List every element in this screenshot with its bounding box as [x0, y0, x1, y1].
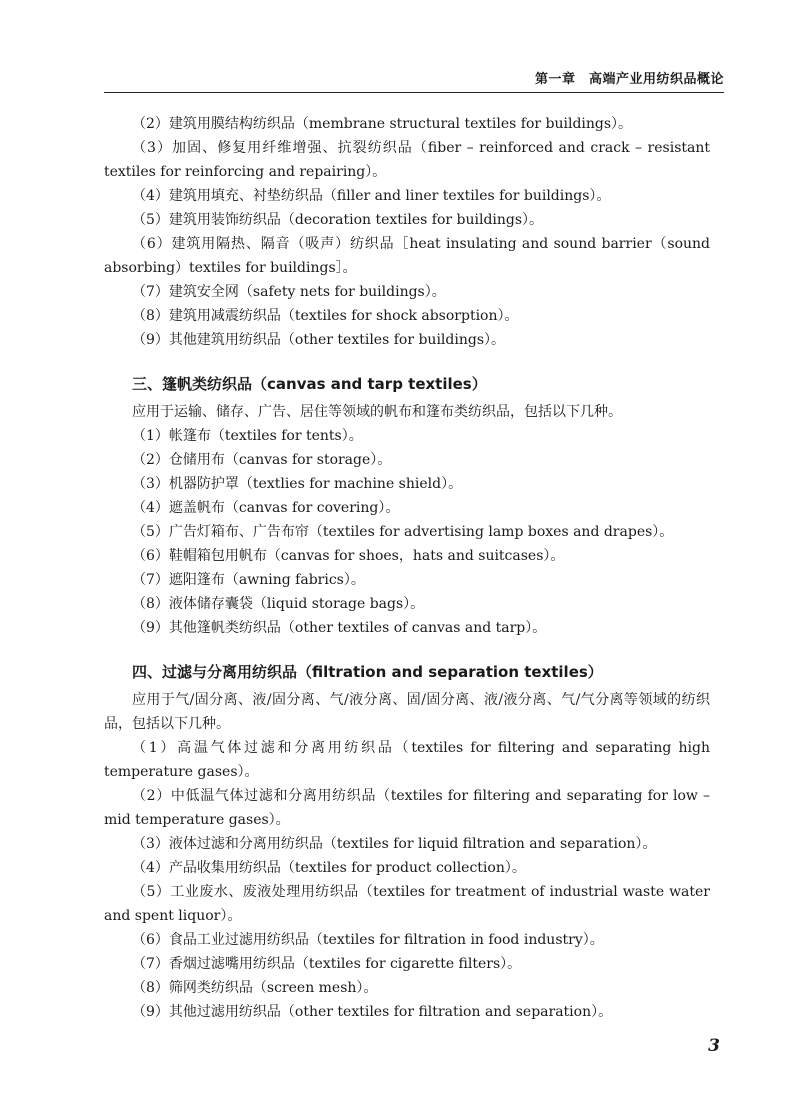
- building-item-5: （5）建筑用装饰纺织品（decoration textiles for buildings）。: [132, 212, 544, 228]
- filtration-item-6: （6）食品工业过滤用纺织品（textiles for filtration in food industry）。: [132, 932, 604, 948]
- page-number: 3: [708, 1036, 720, 1056]
- building-item-3: （3）加固、修复用纤维增强、抗裂纺织品（fiber – reinforced and crack – resistant textiles for reinforcing and repairing）。: [104, 140, 710, 180]
- section-4-heading: 四、过滤与分离用纺织品（filtration and separation textiles）: [132, 663, 603, 681]
- canvas-item-8: （8）液体储存囊袋（liquid storage bags）。: [132, 596, 425, 612]
- filtration-item-5: （5）工业废水、废液处理用纺织品（textiles for treatment of industrial waste water and spent liquor）。: [104, 884, 710, 924]
- section-4-intro: 应用于气/固分离、液/固分离、气/液分离、固/固分离、液/液分离、气/气分离等领域的纺织品，包括以下几种。: [104, 692, 710, 732]
- canvas-item-1: （1）帐篷布（textiles for tents）。: [132, 428, 363, 444]
- building-item-7: （7）建筑安全网（safety nets for buildings）。: [132, 284, 446, 300]
- filtration-item-8: （8）筛网类纺织品（screen mesh）。: [132, 980, 378, 996]
- canvas-item-2: （2）仓储用布（canvas for storage）。: [132, 452, 392, 468]
- filtration-item-9: （9）其他过滤用纺织品（other textiles for filtration and separation）。: [132, 1004, 613, 1020]
- filtration-item-1: （1）高温气体过滤和分离用纺织品（textiles for filtering and separating high temperature gases）。: [104, 740, 710, 780]
- building-item-6: （6）建筑用隔热、隔音（吸声）纺织品［heat insulating and sound barrier（sound absorbing）textiles for buildings］。: [104, 236, 710, 276]
- building-item-2: （2）建筑用膜结构纺织品（membrane structural textiles for buildings）。: [132, 116, 633, 132]
- canvas-item-4: （4）遮盖帆布（canvas for covering）。: [132, 500, 400, 516]
- canvas-item-7: （7）遮阳篷布（awning fabrics）。: [132, 572, 365, 588]
- section-3-heading: 三、篷帆类纺织品（canvas and tarp textiles）: [132, 375, 487, 393]
- building-item-4: （4）建筑用填充、衬垫纺织品（filler and liner textiles for buildings）。: [132, 188, 611, 204]
- building-item-8: （8）建筑用减震纺织品（textiles for shock absorption）。: [132, 308, 519, 324]
- canvas-item-9: （9）其他篷帆类纺织品（other textiles of canvas and tarp）。: [132, 620, 547, 636]
- header-rule: [104, 92, 724, 93]
- canvas-item-5: （5）广告灯箱布、广告布帘（textiles for advertising lamp boxes and drapes）。: [132, 524, 674, 540]
- building-item-9: （9）其他建筑用纺织品（other textiles for buildings）。: [132, 332, 506, 348]
- filtration-item-3: （3）液体过滤和分离用纺织品（textiles for liquid filtration and separation）。: [132, 836, 657, 852]
- page-body: [104, 112, 710, 1024]
- filtration-item-2: （2）中低温气体过滤和分离用纺织品（textiles for filtering and separating for low – mid temperature gases）。: [104, 788, 710, 828]
- canvas-item-3: （3）机器防护罩（textlies for machine shield）。: [132, 476, 463, 492]
- canvas-item-6: （6）鞋帽箱包用帆布（canvas for shoes，hats and suitcases）。: [132, 548, 565, 564]
- filtration-item-4: （4）产品收集用纺织品（textiles for product collection）。: [132, 860, 526, 876]
- section-3-intro: 应用于运输、储存、广告、居住等领域的帆布和篷布类纺织品，包括以下几种。: [132, 404, 622, 420]
- filtration-item-7: （7）香烟过滤嘴用纺织品（textiles for cigarette filters）。: [132, 956, 522, 972]
- running-header: 第一章 高端产业用纺织品概论: [534, 72, 724, 87]
